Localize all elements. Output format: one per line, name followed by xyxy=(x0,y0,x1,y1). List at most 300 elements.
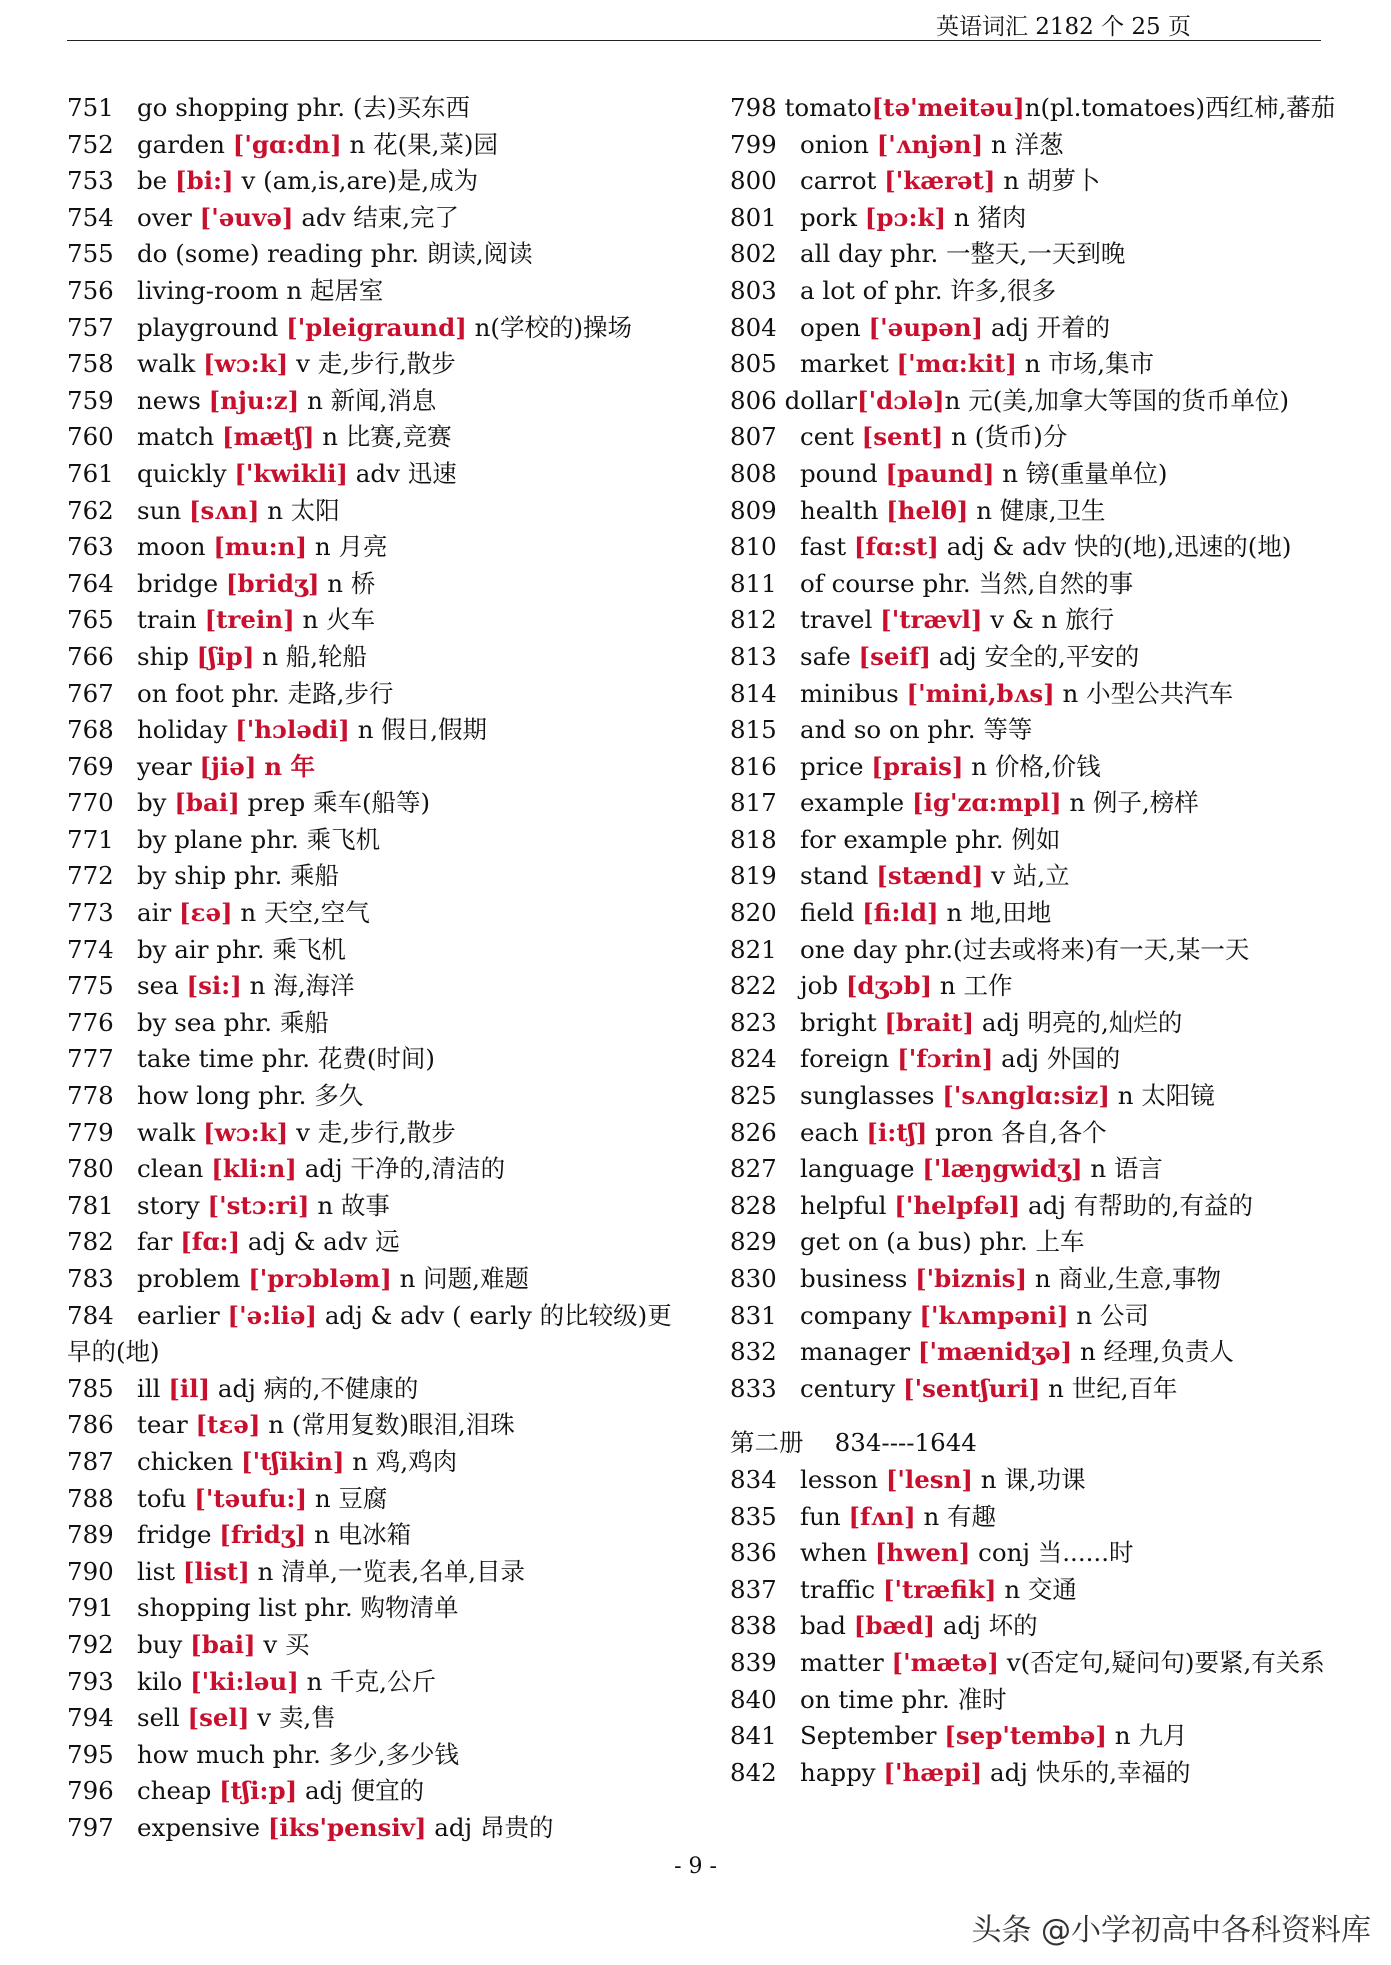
entry-phonetic: [fɑ:] xyxy=(180,1227,241,1257)
entry-word: living-room xyxy=(137,275,279,305)
entry-word: shopping list xyxy=(137,1593,297,1623)
entry-definition: n 火车 xyxy=(302,605,376,635)
entry-word: tear xyxy=(137,1410,188,1440)
vocab-entry xyxy=(730,346,1330,383)
entry-phonetic: [bai] xyxy=(190,1629,256,1659)
vocab-entry xyxy=(67,529,687,566)
entry-word: carrot xyxy=(800,166,877,196)
entry-number: 803 xyxy=(730,275,777,305)
entry-definition: n 比赛,竞赛 xyxy=(322,422,452,452)
entry-definition: n 小型公共汽车 xyxy=(1062,678,1234,708)
entry-word: problem xyxy=(137,1264,241,1293)
entry-number: 754 xyxy=(67,202,114,232)
entry-word: each xyxy=(800,1117,859,1147)
entry-phonetic: [iks'pensiv] xyxy=(267,1812,427,1842)
entry-number: 839 xyxy=(730,1647,777,1677)
entry-number: 796 xyxy=(67,1776,114,1806)
entry-phonetic: [hwen] xyxy=(874,1538,971,1568)
entry-word: go shopping xyxy=(137,93,289,122)
entry-word: bright xyxy=(800,1007,877,1037)
entry-number: 804 xyxy=(730,312,777,342)
entry-definition: phr. 乘船 xyxy=(223,1007,329,1037)
entry-word: minibus xyxy=(800,678,899,708)
entry-word: bad xyxy=(800,1611,846,1641)
entry-word: by sea xyxy=(137,1007,216,1037)
page-number: - 9 - xyxy=(674,1854,717,1879)
entry-definition: n 市场,集市 xyxy=(1024,349,1155,379)
entry-number: 789 xyxy=(67,1520,114,1550)
vocab-entry xyxy=(67,1700,687,1737)
entry-phonetic: [si:] xyxy=(186,971,242,1001)
entry-word: ship xyxy=(137,641,189,671)
entry-definition: n 千克,公斤 xyxy=(306,1666,436,1696)
entry-number: 758 xyxy=(67,349,114,379)
entry-phonetic: [wɔ:k] xyxy=(203,349,289,379)
entry-definition: n 语言 xyxy=(1090,1154,1163,1184)
entry-phonetic: [bridʒ] xyxy=(225,568,320,598)
entry-number: 815 xyxy=(730,715,777,745)
entry-phonetic: ['træfik] xyxy=(882,1574,997,1604)
entry-definition: n 洋葱 xyxy=(990,129,1064,159)
entry-number: 793 xyxy=(67,1666,114,1696)
entry-word: dollar xyxy=(784,385,857,415)
entry-phonetic: ['stɔ:ri] xyxy=(207,1190,310,1220)
entry-definition: v 走,步行,散步 xyxy=(296,349,456,379)
entry-phonetic: ['kwikli] xyxy=(234,458,348,488)
vocab-entry xyxy=(67,1298,687,1371)
vocab-entry xyxy=(730,200,1330,237)
entry-definition: v & n 旅行 xyxy=(990,605,1115,635)
entry-number: 788 xyxy=(67,1483,114,1513)
entry-definition: v 走,步行,散步 xyxy=(296,1117,456,1147)
entry-phonetic: ['sʌnglɑ:siz] xyxy=(942,1081,1110,1111)
vocab-entry xyxy=(730,163,1330,200)
vocab-entry xyxy=(730,1462,1330,1499)
entry-phonetic: ['ʌnjən] xyxy=(876,129,984,159)
entry-word: company xyxy=(800,1300,912,1330)
entry-number: 769 xyxy=(67,751,114,781)
entry-definition: n 月亮 xyxy=(314,532,388,562)
entry-word: kilo xyxy=(137,1666,183,1696)
vocab-entry xyxy=(730,1224,1330,1261)
entry-number: 762 xyxy=(67,495,114,525)
vocab-entry xyxy=(730,858,1330,895)
entry-phonetic: [ʃip] xyxy=(196,641,255,671)
vocab-entry xyxy=(730,1682,1330,1719)
entry-definition: n 清单,一览表,名单,目录 xyxy=(257,1556,526,1586)
entry-definition: adj 昂贵的 xyxy=(434,1812,554,1842)
entry-word: open xyxy=(800,312,861,342)
entry-definition: n 天空,空气 xyxy=(240,898,370,928)
entry-phonetic: [dʒɔb] xyxy=(845,971,933,1001)
entry-definition: n 太阳 xyxy=(267,495,340,525)
entry-number: 814 xyxy=(730,678,777,708)
entry-definition: prep 乘车(船等) xyxy=(247,788,431,818)
entry-definition: n 故事 xyxy=(317,1190,390,1220)
entry-number: 765 xyxy=(67,605,114,635)
entry-phonetic: [sel] xyxy=(187,1703,250,1733)
entry-definition: n 假日,假期 xyxy=(357,715,488,745)
entry-word: sea xyxy=(137,971,179,1001)
entry-number: 776 xyxy=(67,1007,114,1037)
entry-word: on foot xyxy=(137,678,224,708)
vocab-entry xyxy=(730,1151,1330,1188)
entry-number: 751 xyxy=(67,93,114,122)
entry-definition: phr. 许多,很多 xyxy=(894,275,1057,305)
vocab-entry xyxy=(730,822,1330,859)
entry-word: story xyxy=(137,1190,200,1220)
entry-definition: adj 便宜的 xyxy=(304,1776,425,1806)
watermark: 头条 @小学初高中各科资料库 xyxy=(971,1913,1371,1948)
left-column xyxy=(67,90,687,1847)
entry-definition: n 例子,榜样 xyxy=(1069,788,1199,818)
entry-definition: n 工作 xyxy=(939,971,1013,1001)
entry-word: cheap xyxy=(137,1776,212,1806)
entry-definition: phr. 一整天,一天到晚 xyxy=(890,239,1126,269)
entry-phonetic: ['mætə] xyxy=(891,1647,999,1677)
entry-number: 822 xyxy=(730,971,777,1001)
vocab-entry xyxy=(730,456,1330,493)
entry-number: 786 xyxy=(67,1410,114,1440)
entry-word: holiday xyxy=(137,715,228,745)
vocab-entry xyxy=(730,310,1330,347)
entry-word: manager xyxy=(800,1337,911,1367)
page-header xyxy=(67,0,1321,41)
vocab-entry xyxy=(730,1115,1330,1152)
vocab-entry xyxy=(730,419,1330,456)
entry-word: language xyxy=(800,1154,915,1184)
entry-number: 813 xyxy=(730,641,777,671)
vocab-entry xyxy=(730,236,1330,273)
entry-definition: adj & adv ( early 的比较级)更早的(地) xyxy=(67,1300,672,1367)
entry-number: 800 xyxy=(730,166,777,196)
entry-word: fun xyxy=(800,1501,841,1531)
entry-word: traffic xyxy=(800,1574,876,1604)
vocab-entry xyxy=(67,858,687,895)
entry-definition: n 海,海洋 xyxy=(249,971,355,1001)
entry-phonetic: [ɛə] xyxy=(178,898,233,928)
entry-definition: n 年 xyxy=(264,751,316,781)
vocab-entry xyxy=(67,1005,687,1042)
entry-definition: n 鸡,鸡肉 xyxy=(352,1446,458,1476)
entry-word: do (some) reading xyxy=(137,239,363,269)
entry-number: 771 xyxy=(67,824,114,854)
right-column xyxy=(730,90,1336,1791)
vocab-entry xyxy=(67,346,687,383)
entry-number: 777 xyxy=(67,1044,114,1074)
vocab-entry xyxy=(67,712,687,749)
entry-definition: adj 坏的 xyxy=(942,1611,1038,1641)
entry-definition: phr. 例如 xyxy=(955,824,1061,854)
entry-word: century xyxy=(800,1373,896,1403)
entry-word: expensive xyxy=(137,1812,261,1842)
entry-number: 805 xyxy=(730,349,777,379)
entry-number: 755 xyxy=(67,239,114,269)
entry-number: 782 xyxy=(67,1227,114,1257)
vocab-entry xyxy=(730,932,1330,969)
vocab-entry xyxy=(67,90,687,127)
vocab-entry xyxy=(730,1334,1330,1371)
entry-phonetic: ['əuvə] xyxy=(199,202,294,232)
vocab-entry xyxy=(67,1737,687,1774)
entry-number: 842 xyxy=(730,1757,777,1787)
entry-phonetic: ['kʌmpəni] xyxy=(919,1300,1069,1330)
entry-number: 783 xyxy=(67,1264,114,1293)
vocab-entry xyxy=(67,749,687,786)
entry-definition: n 新闻,消息 xyxy=(307,385,437,415)
entry-word: earlier xyxy=(137,1300,220,1330)
entry-phonetic: ['hɔlədi] xyxy=(235,715,350,745)
vocab-entry xyxy=(730,127,1330,164)
vocab-entry xyxy=(67,1407,687,1444)
entry-definition: adv 结束,完了 xyxy=(301,202,460,232)
entry-definition: phr. 乘船 xyxy=(233,861,340,891)
entry-word: cent xyxy=(800,422,854,452)
section-spacer xyxy=(730,1407,1330,1425)
entry-word: by ship xyxy=(137,861,227,891)
entry-definition: adj & adv 快的(地),迅速的(地) xyxy=(946,532,1292,562)
entry-word: train xyxy=(137,605,197,635)
entry-phonetic: [sep'tembə] xyxy=(944,1721,1107,1751)
vocab-entry xyxy=(67,383,687,420)
entry-number: 760 xyxy=(67,422,114,452)
entry-definition: n 价格,价钱 xyxy=(971,751,1101,781)
entry-word: fast xyxy=(800,532,847,562)
entry-phonetic: ['læŋgwidʒ] xyxy=(922,1154,1083,1184)
entry-number: 756 xyxy=(67,275,114,305)
vocab-entry xyxy=(730,383,1330,420)
entry-number: 780 xyxy=(67,1154,114,1184)
entry-number: 790 xyxy=(67,1556,114,1586)
vocab-entry xyxy=(67,1481,687,1518)
vocab-entry xyxy=(730,676,1330,713)
entry-number: 825 xyxy=(730,1081,777,1111)
vocab-entry xyxy=(730,602,1330,639)
vocab-entry xyxy=(67,1188,687,1225)
entry-phonetic: [tə'meitəu] xyxy=(871,93,1025,122)
entry-phonetic: [helθ] xyxy=(886,495,969,525)
entry-word: safe xyxy=(800,641,851,671)
vocab-entry xyxy=(67,1261,687,1298)
header-title: 英语词汇 2182 个 25 页 xyxy=(935,14,1191,40)
entry-phonetic: [fʌn] xyxy=(848,1501,916,1531)
entry-phonetic: [jiə] xyxy=(199,751,257,781)
entry-number: 752 xyxy=(67,129,114,159)
vocab-entry xyxy=(67,163,687,200)
entry-definition: n 商业,生意,事物 xyxy=(1034,1264,1221,1293)
entry-number: 801 xyxy=(730,202,777,232)
entry-definition: n 地,田地 xyxy=(946,898,1052,928)
entry-phonetic: [sʌn] xyxy=(188,495,260,525)
entry-number: 817 xyxy=(730,788,777,818)
entry-number: 838 xyxy=(730,1611,777,1641)
entry-number: 832 xyxy=(730,1337,777,1367)
vocab-entry xyxy=(730,1005,1330,1042)
entry-number: 833 xyxy=(730,1373,777,1403)
entry-number: 763 xyxy=(67,532,114,562)
entry-number: 835 xyxy=(730,1501,777,1531)
entry-number: 834 xyxy=(730,1464,777,1494)
entry-phonetic: [prais] xyxy=(871,751,964,781)
entry-word: playground xyxy=(137,312,279,342)
entry-phonetic: [sent] xyxy=(861,422,944,452)
entry-definition: phr. 花费(时间) xyxy=(261,1044,435,1074)
entry-definition: n 船,轮船 xyxy=(262,641,368,671)
entry-phonetic: ['pleigraund] xyxy=(286,312,467,342)
entry-phonetic: ['ki:ləu] xyxy=(190,1666,299,1696)
entry-phonetic: [tɛə] xyxy=(195,1410,261,1440)
entry-phonetic: ['kærət] xyxy=(884,166,996,196)
entry-definition: phr. 上车 xyxy=(979,1227,1085,1257)
entry-number: 823 xyxy=(730,1007,777,1037)
entry-number: 836 xyxy=(730,1538,777,1568)
entry-definition: adj 有帮助的,有益的 xyxy=(1028,1190,1254,1220)
entry-number: 809 xyxy=(730,495,777,525)
entry-word: walk xyxy=(137,349,196,379)
entry-word: on time xyxy=(800,1684,894,1714)
entry-word: list xyxy=(137,1556,176,1586)
entry-definition: n 起居室 xyxy=(286,275,384,305)
entry-definition: v(否定句,疑问句)要紧,有关系 xyxy=(1006,1647,1325,1677)
entry-phonetic: [mætʃ] xyxy=(221,422,315,452)
entry-word: job xyxy=(800,971,839,1001)
entry-phonetic: [ig'zɑ:mpl] xyxy=(911,788,1062,818)
vocab-entry xyxy=(730,529,1330,566)
entry-phonetic: [fɑ:st] xyxy=(853,532,939,562)
vocab-entry xyxy=(730,785,1330,822)
entry-definition: pron 各自,各个 xyxy=(935,1117,1107,1147)
entry-word: chicken xyxy=(137,1446,234,1476)
vocab-entry xyxy=(67,1664,687,1701)
vocab-entry xyxy=(730,566,1330,603)
entry-word: matter xyxy=(800,1647,884,1677)
vocab-entry xyxy=(67,1371,687,1408)
entry-number: 806 xyxy=(730,385,777,415)
entry-phonetic: [il] xyxy=(168,1373,211,1403)
entry-word: happy xyxy=(800,1757,876,1787)
entry-number: 837 xyxy=(730,1574,777,1604)
entry-phonetic: ['trævl] xyxy=(880,605,983,635)
vocab-entry xyxy=(67,1224,687,1261)
entry-phonetic: [pɔ:k] xyxy=(864,202,947,232)
entry-phonetic: ['prɔbləm] xyxy=(248,1264,392,1293)
entry-number: 831 xyxy=(730,1300,777,1330)
vocab-entry xyxy=(730,90,1336,127)
entry-definition: adv 迅速 xyxy=(355,458,457,488)
entry-definition: n 健康,卫生 xyxy=(976,495,1106,525)
entry-phonetic: ['lesn] xyxy=(885,1464,973,1494)
entry-word: business xyxy=(800,1264,908,1293)
entry-definition: adj 安全的,平安的 xyxy=(938,641,1140,671)
entry-word: travel xyxy=(800,605,873,635)
entry-definition: n(学校的)操场 xyxy=(474,312,633,342)
entry-definition: phr.(过去或将来)有一天,某一天 xyxy=(904,934,1250,964)
entry-word: quickly xyxy=(137,458,227,488)
entry-word: onion xyxy=(800,129,869,159)
entry-word: buy xyxy=(137,1629,183,1659)
entry-word: fridge xyxy=(137,1520,212,1550)
entry-definition: phr. 多少,多少钱 xyxy=(272,1739,459,1769)
entry-word: sun xyxy=(137,495,182,525)
entry-definition: n 电冰箱 xyxy=(314,1520,412,1550)
entry-phonetic: [mu:n] xyxy=(213,532,308,562)
entry-phonetic: [bai] xyxy=(174,788,240,818)
entry-word: pork xyxy=(800,202,857,232)
entry-phonetic: ['biznis] xyxy=(915,1264,1028,1293)
entry-definition: phr. 走路,步行 xyxy=(231,678,394,708)
entry-number: 787 xyxy=(67,1446,114,1476)
entry-number: 766 xyxy=(67,641,114,671)
entry-number: 812 xyxy=(730,605,777,635)
entry-word: sunglasses xyxy=(800,1081,935,1111)
entry-phonetic: [paund] xyxy=(885,458,995,488)
vocab-entry xyxy=(730,1298,1330,1335)
entry-number: 799 xyxy=(730,129,777,159)
entry-number: 797 xyxy=(67,1812,114,1842)
entry-word: tomato xyxy=(784,93,872,122)
entry-phonetic: ['mini,bʌs] xyxy=(906,678,1055,708)
entry-number: 807 xyxy=(730,422,777,452)
entry-definition: phr. 多久 xyxy=(258,1081,364,1111)
vocab-entry xyxy=(67,1115,687,1152)
entry-word: foreign xyxy=(800,1044,890,1074)
vocab-entry xyxy=(67,273,687,310)
entry-word: get on (a bus) xyxy=(800,1227,972,1257)
entry-definition: adj 快乐的,幸福的 xyxy=(990,1757,1191,1787)
entry-word: when xyxy=(800,1538,868,1568)
entry-definition: n 经理,负责人 xyxy=(1079,1337,1234,1367)
entry-definition: n 公司 xyxy=(1076,1300,1149,1330)
entry-definition: n 问题,难题 xyxy=(399,1264,529,1293)
entry-word: health xyxy=(800,495,879,525)
vocab-entry xyxy=(67,1627,687,1664)
entry-number: 802 xyxy=(730,239,777,269)
entry-word: by air xyxy=(137,934,209,964)
entry-word: how long xyxy=(137,1081,251,1111)
vocab-entry xyxy=(67,895,687,932)
vocab-entry xyxy=(67,1554,687,1591)
entry-word: September xyxy=(800,1721,937,1751)
entry-definition: n 元(美,加拿大等国的货币单位) xyxy=(944,385,1290,415)
entry-phonetic: ['dɔlə] xyxy=(857,385,945,415)
entry-word: for example xyxy=(800,824,948,854)
entry-definition: phr. 准时 xyxy=(901,1684,1007,1714)
entry-word: a lot of xyxy=(800,275,887,305)
entry-phonetic: [i:tʃ] xyxy=(866,1117,928,1147)
vocab-entry xyxy=(730,968,1330,1005)
entry-number: 824 xyxy=(730,1044,777,1074)
entry-definition: phr. 乘飞机 xyxy=(216,934,346,964)
entry-definition: adj 外国的 xyxy=(1001,1044,1121,1074)
entry-definition: phr. 乘飞机 xyxy=(250,824,381,854)
entry-word: of course xyxy=(800,568,915,598)
entry-phonetic: ['helpfəl] xyxy=(894,1190,1021,1220)
entry-definition: phr. 当然,自然的事 xyxy=(922,568,1134,598)
vocab-entry xyxy=(67,1517,687,1554)
entry-phonetic: ['əupən] xyxy=(868,312,984,342)
entry-number: 781 xyxy=(67,1190,114,1220)
section-heading xyxy=(730,1425,1330,1462)
entry-number: 772 xyxy=(67,861,114,891)
entry-word: match xyxy=(137,422,215,452)
vocab-entry xyxy=(730,1499,1330,1536)
entry-word: walk xyxy=(137,1117,196,1147)
entry-word: stand xyxy=(800,861,869,891)
entry-definition: n 有趣 xyxy=(923,1501,997,1531)
entry-phonetic: [stænd] xyxy=(876,861,984,891)
entry-word: price xyxy=(800,751,864,781)
entry-number: 770 xyxy=(67,788,114,818)
